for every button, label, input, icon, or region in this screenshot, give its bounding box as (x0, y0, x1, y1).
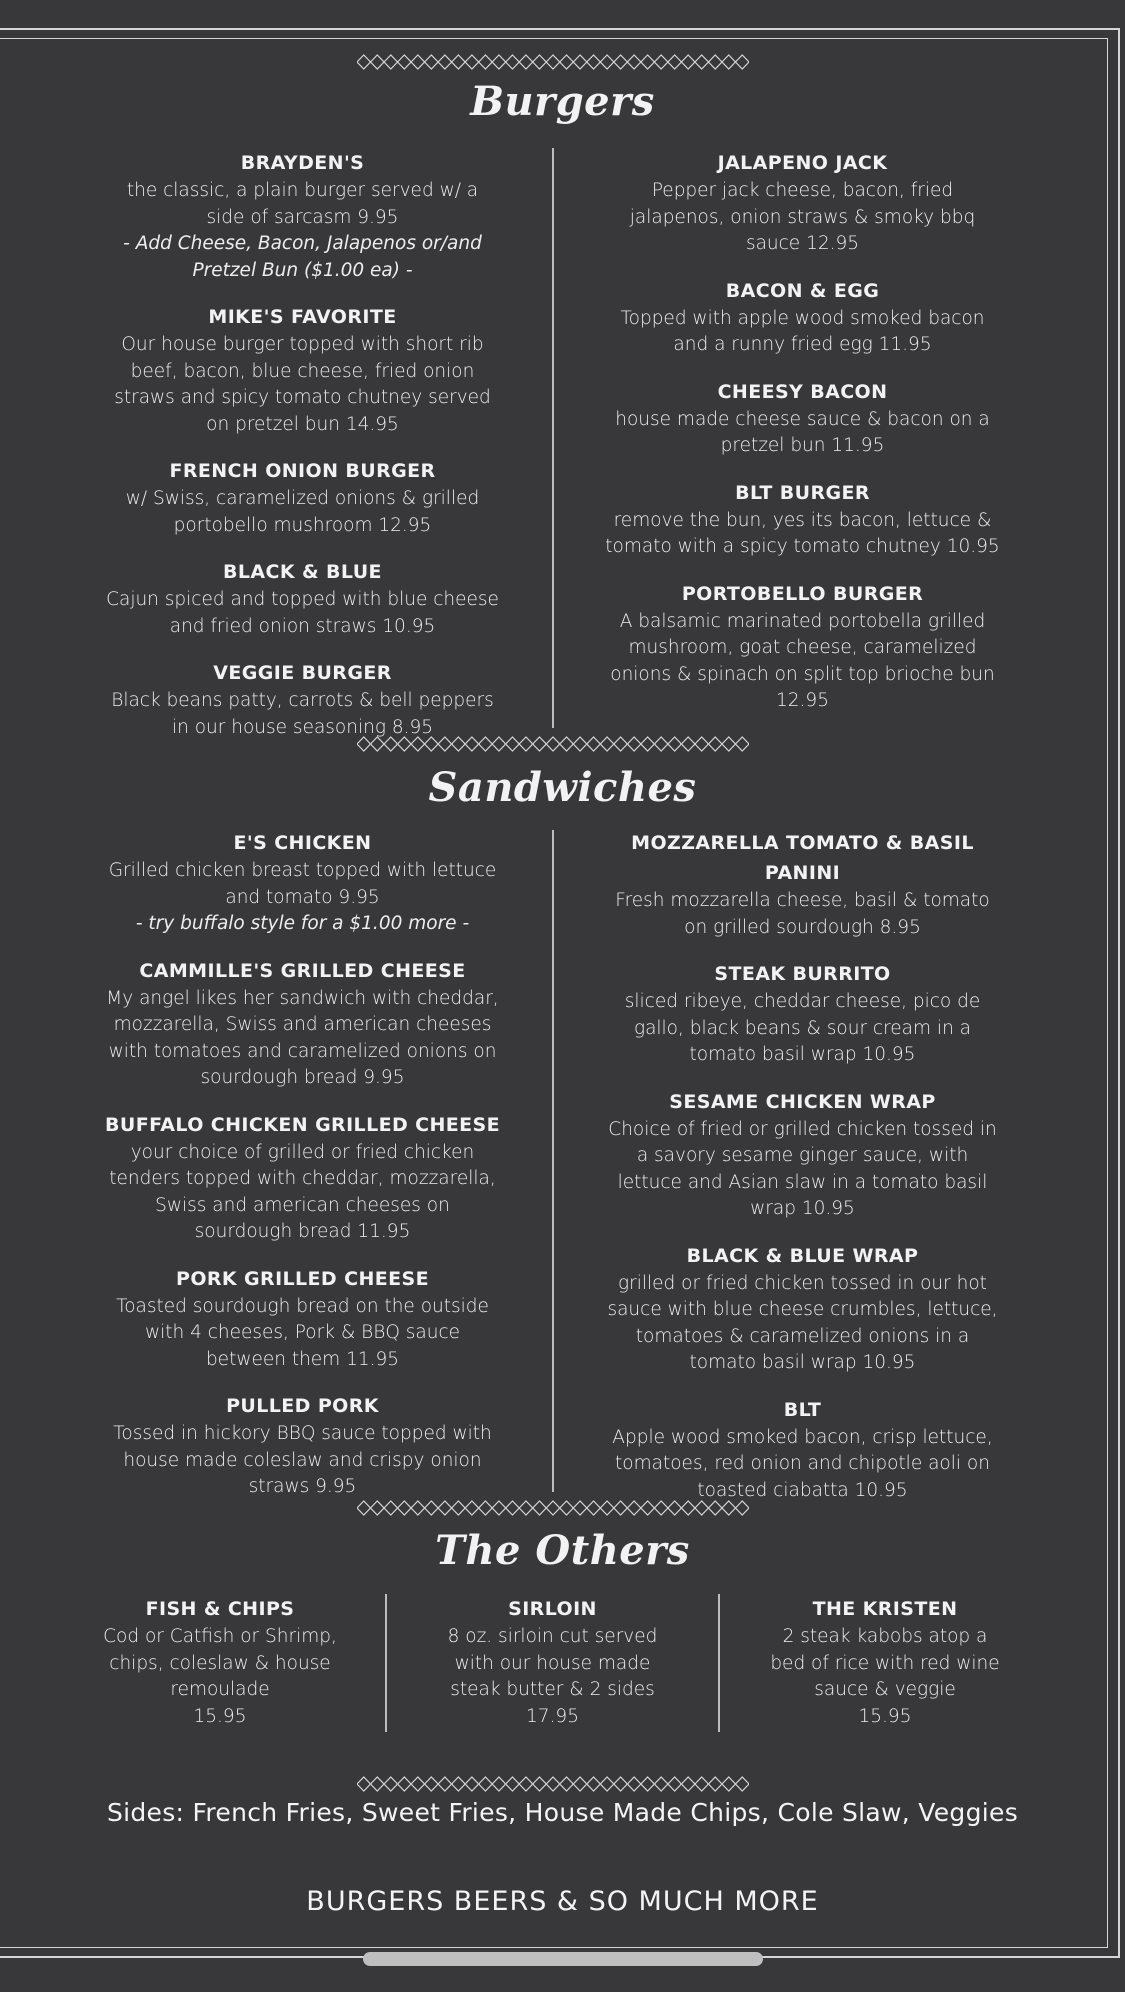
diamond-divider (357, 736, 749, 752)
diamond-ornament (560, 737, 574, 751)
diamond-ornament (641, 1501, 655, 1515)
item-description: 8 oz. sirloin cut served with our house made steak butter & 2 sides (447, 1626, 658, 1700)
diamond-ornament (708, 737, 722, 751)
diamond-ornament (681, 55, 695, 69)
diamond-ornament (492, 1501, 506, 1515)
diamond-ornament (708, 1501, 722, 1515)
diamond-ornament (722, 55, 736, 69)
diamond-ornament (668, 1501, 682, 1515)
diamond-ornament (587, 737, 601, 751)
diamond-ornament (546, 1777, 560, 1791)
diamond-ornament (654, 1777, 668, 1791)
item-description: Choice of fried or grilled chicken tossed in a savory sesame ginger sauce, with lettuce and Asian slaw in a tomato basil wrap 10.95 (608, 1118, 997, 1219)
diamond-ornament (668, 55, 682, 69)
item-description: Fresh mozzarella cheese, basil & tomato on grilled sourdough 8.95 (615, 890, 990, 938)
diamond-ornament (668, 1777, 682, 1791)
item-name: BRAYDEN'S (240, 152, 365, 174)
diamond-ornament (695, 1501, 709, 1515)
diamond-ornament (587, 1777, 601, 1791)
diamond-ornament (425, 1777, 439, 1791)
diamond-ornament (560, 1777, 574, 1791)
diamond-ornament (546, 737, 560, 751)
diamond-ornament (411, 55, 425, 69)
item-name: BLACK & BLUE (223, 561, 382, 583)
item-description: My angel likes her sandwich with cheddar, mozzarella, Swiss and american cheeses with tomatoes and caramelized onions on sourdough bread 9.95 (106, 987, 499, 1088)
diamond-ornament (627, 1777, 641, 1791)
diamond-ornament (654, 737, 668, 751)
diamond-ornament (641, 737, 655, 751)
item-description: sliced ribeye, cheddar cheese, pico de gallo, black beans & sour cream in a tomato basil wrap 10.95 (624, 991, 981, 1065)
diamond-ornament (357, 737, 371, 751)
diamond-ornament (722, 737, 736, 751)
home-indicator[interactable] (363, 1952, 763, 1966)
diamond-ornament (506, 55, 520, 69)
item-name: E'S CHICKEN (233, 832, 372, 854)
diamond-ornament (519, 1501, 533, 1515)
diamond-ornament (668, 737, 682, 751)
diamond-ornament (438, 1777, 452, 1791)
diamond-ornament (533, 1777, 547, 1791)
diamond-ornament (411, 1777, 425, 1791)
diamond-ornament (587, 1501, 601, 1515)
diamond-ornament (627, 55, 641, 69)
item-description: grilled or fried chicken tossed in our hot sauce with blue cheese crumbles, lettuce, tomatoes & caramelized onions in a tomato basil wrap 10.95 (607, 1272, 998, 1373)
diamond-ornament (479, 737, 493, 751)
diamond-ornament (681, 737, 695, 751)
diamond-ornament (492, 55, 506, 69)
item-price: 15.95 (193, 1705, 247, 1727)
menu-item (605, 478, 1000, 561)
diamond-ornament (506, 1501, 520, 1515)
diamond-ornament (614, 1501, 628, 1515)
item-name: SESAME CHICKEN WRAP (669, 1090, 936, 1113)
item-name: CAMMILLE'S GRILLED CHEESE (139, 959, 466, 982)
sides-list: Sides: French Fries, Sweet Fries, House Made Chips, Cole Slaw, Veggies (106, 1798, 1019, 1827)
diamond-ornament (695, 55, 709, 69)
diamond-ornament (465, 1501, 479, 1515)
menu-item (105, 658, 500, 741)
sandwiches-left-column (105, 828, 500, 1519)
diamond-ornament (411, 1501, 425, 1515)
diamond-ornament (384, 737, 398, 751)
sandwiches-right-column (605, 828, 1000, 1522)
menu-item (605, 148, 1000, 258)
diamond-ornament (573, 737, 587, 751)
column-divider (552, 830, 554, 1492)
item-description: the classic, a plain burger served w/ a side of sarcasm 9.95 (126, 180, 479, 228)
item-name: PULLED PORK (226, 1395, 379, 1417)
diamond-ornament (452, 737, 466, 751)
diamond-ornament (398, 737, 412, 751)
item-name: FRENCH ONION BURGER (169, 460, 436, 482)
diamond-ornament (425, 737, 439, 751)
diamond-ornament (695, 737, 709, 751)
menu-item (605, 1241, 1000, 1377)
diamond-ornament (533, 737, 547, 751)
diamond-ornament (695, 1777, 709, 1791)
diamond-ornament (411, 737, 425, 751)
burgers-right-column (605, 148, 1000, 733)
diamond-ornament (452, 55, 466, 69)
diamond-ornament (452, 1777, 466, 1791)
item-name: BLT BURGER (735, 481, 870, 504)
diamond-divider (357, 1500, 749, 1516)
menu-item (105, 1391, 500, 1501)
diamond-ornament (722, 1501, 736, 1515)
menu-item (105, 148, 500, 284)
item-name: SIRLOIN (508, 1598, 597, 1620)
item-description: Cajun spiced and topped with blue cheese and fried onion straws 10.95 (106, 589, 499, 637)
diamond-ornament (371, 1777, 385, 1791)
others-item-3 (765, 1594, 1005, 1730)
diamond-ornament (506, 737, 520, 751)
menu-item (105, 557, 500, 640)
diamond-divider (357, 1776, 749, 1792)
item-name: STEAK BURRITO (714, 963, 891, 985)
diamond-ornament (398, 1777, 412, 1791)
diamond-ornament (614, 55, 628, 69)
diamond-ornament (533, 1501, 547, 1515)
diamond-ornament (654, 55, 668, 69)
item-name: BACON & EGG (725, 279, 880, 302)
diamond-ornament (492, 737, 506, 751)
diamond-ornament (384, 1501, 398, 1515)
diamond-ornament (357, 1777, 371, 1791)
item-name: PORK GRILLED CHEESE (176, 1267, 429, 1290)
item-description: Our house burger topped with short rib beef, bacon, blue cheese, fried onion straws and spicy tomato chutney served on pretzel bun 14.95 (114, 334, 491, 435)
item-name: BLACK & BLUE WRAP (686, 1244, 919, 1267)
menu-item (605, 1087, 1000, 1223)
diamond-ornament (479, 55, 493, 69)
menu-item (105, 1264, 500, 1374)
item-description: 2 steak kabobs atop a bed of rice with red wine sauce & veggie (770, 1626, 1000, 1700)
item-price: 15.95 (858, 1705, 912, 1727)
diamond-ornament (398, 1501, 412, 1515)
others-item-1 (95, 1594, 345, 1730)
diamond-ornament (357, 55, 371, 69)
diamond-ornament (722, 1777, 736, 1791)
diamond-ornament (438, 1501, 452, 1515)
diamond-ornament (641, 1777, 655, 1791)
diamond-ornament (519, 1777, 533, 1791)
item-name: BLT (783, 1398, 822, 1421)
diamond-ornament (519, 737, 533, 751)
item-name: MOZZARELLA TOMATO & BASIL PANINI (631, 832, 974, 884)
diamond-ornament (438, 55, 452, 69)
item-description: Tossed in hickory BBQ sauce topped with house made coleslaw and crispy onion straws 9.95 (113, 1423, 492, 1497)
item-name: CHEESY BACON (717, 380, 888, 403)
diamond-ornament (398, 55, 412, 69)
menu-item (105, 456, 500, 539)
diamond-ornament (384, 1777, 398, 1791)
item-price: 17.95 (526, 1705, 579, 1727)
item-description: w/ Swiss, caramelized onions & grilled portobello mushroom 12.95 (125, 488, 480, 536)
item-description: Toasted sourdough bread on the outside with 4 cheeses, Pork & BBQ sauce between them 11.95 (116, 1295, 489, 1370)
diamond-ornament (465, 55, 479, 69)
item-name: MIKE'S FAVORITE (208, 306, 397, 328)
diamond-ornament (587, 55, 601, 69)
diamond-ornament (600, 1777, 614, 1791)
diamond-ornament (708, 55, 722, 69)
menu-item (105, 302, 500, 438)
menu-item (605, 959, 1000, 1069)
item-name: BUFFALO CHICKEN GRILLED CHEESE (105, 1113, 501, 1136)
diamond-ornament (735, 55, 749, 69)
menu-item (605, 828, 1000, 941)
item-name: JALAPENO JACK (717, 152, 888, 174)
menu-item (605, 1395, 1000, 1505)
item-name: PORTOBELLO BURGER (681, 582, 924, 605)
section-title-others: The Others (435, 1527, 690, 1574)
diamond-ornament (438, 737, 452, 751)
diamond-ornament (506, 1777, 520, 1791)
diamond-ornament (600, 1501, 614, 1515)
diamond-ornament (681, 1501, 695, 1515)
item-description: Pepper jack cheese, bacon, fried jalapenos, onion straws & smoky bbq sauce 12.95 (629, 180, 976, 254)
diamond-ornament (708, 1777, 722, 1791)
diamond-ornament (492, 1777, 506, 1791)
item-description: house made cheese sauce & bacon on a pretzel bun 11.95 (615, 408, 990, 456)
diamond-ornament (371, 1501, 385, 1515)
diamond-ornament (735, 1777, 749, 1791)
diamond-ornament (357, 1501, 371, 1515)
menu-item (105, 828, 500, 938)
burgers-left-column (105, 148, 500, 759)
diamond-ornament (546, 55, 560, 69)
diamond-ornament (371, 737, 385, 751)
diamond-ornament (627, 737, 641, 751)
diamond-ornament (465, 737, 479, 751)
diamond-ornament (425, 55, 439, 69)
menu-item (605, 579, 1000, 715)
tagline: BURGERS BEERS & SO MUCH MORE (306, 1886, 819, 1917)
item-name: FISH & CHIPS (145, 1598, 295, 1620)
diamond-ornament (546, 1501, 560, 1515)
menu-item (105, 1110, 500, 1246)
column-divider (718, 1594, 720, 1732)
item-description: Topped with apple wood smoked bacon and a runny fried egg 11.95 (620, 307, 985, 355)
others-item-2 (435, 1594, 670, 1730)
menu-item (605, 377, 1000, 460)
item-description: Grilled chicken breast topped with lettuce and tomato 9.95 (108, 860, 497, 908)
item-name: VEGGIE BURGER (213, 662, 392, 684)
item-note: - Add Cheese, Bacon, Jalapenos or/and Pretzel Bun ($1.00 ea) - (123, 233, 482, 281)
diamond-ornament (614, 1777, 628, 1791)
item-description: A balsamic marinated portobella grilled mushroom, goat cheese, caramelized onions & spinach on split top brioche bun 12.95 (610, 610, 995, 711)
item-description: Apple wood smoked bacon, crisp lettuce, tomatoes, red onion and chipotle aoli on toasted ciabatta 10.95 (612, 1426, 993, 1501)
diamond-divider (357, 54, 749, 70)
column-divider (552, 148, 554, 728)
diamond-ornament (479, 1777, 493, 1791)
diamond-ornament (600, 55, 614, 69)
item-note: - try buffalo style for a $1.00 more - (135, 913, 470, 934)
item-description: remove the bun, yes its bacon, lettuce & tomato with a spicy tomato chutney 10.95 (605, 509, 1000, 557)
diamond-ornament (641, 55, 655, 69)
diamond-ornament (681, 1777, 695, 1791)
diamond-ornament (560, 55, 574, 69)
diamond-ornament (465, 1777, 479, 1791)
menu-item (105, 956, 500, 1092)
diamond-ornament (573, 1777, 587, 1791)
diamond-ornament (627, 1501, 641, 1515)
menu-item (605, 276, 1000, 359)
diamond-ornament (519, 55, 533, 69)
diamond-ornament (452, 1501, 466, 1515)
diamond-ornament (600, 737, 614, 751)
diamond-ornament (735, 1501, 749, 1515)
diamond-ornament (573, 1501, 587, 1515)
diamond-ornament (573, 55, 587, 69)
diamond-ornament (479, 1501, 493, 1515)
column-divider (385, 1594, 387, 1732)
diamond-ornament (735, 737, 749, 751)
diamond-ornament (384, 55, 398, 69)
diamond-ornament (425, 1501, 439, 1515)
item-description: Cod or Catfish or Shrimp, chips, coleslaw & house remoulade (103, 1626, 337, 1700)
diamond-ornament (654, 1501, 668, 1515)
diamond-ornament (533, 55, 547, 69)
item-description: Black beans patty, carrots & bell peppers in our house seasoning 8.95 (111, 690, 494, 738)
item-description: your choice of grilled or fried chicken tenders topped with cheddar, mozzarella, Swiss and american cheeses on sourdough bread 11.95 (109, 1141, 496, 1242)
item-name: THE KRISTEN (812, 1598, 958, 1620)
section-title-sandwiches: Sandwiches (428, 764, 697, 811)
diamond-ornament (614, 737, 628, 751)
section-title-burgers: Burgers (470, 78, 655, 125)
diamond-ornament (560, 1501, 574, 1515)
diamond-ornament (371, 55, 385, 69)
